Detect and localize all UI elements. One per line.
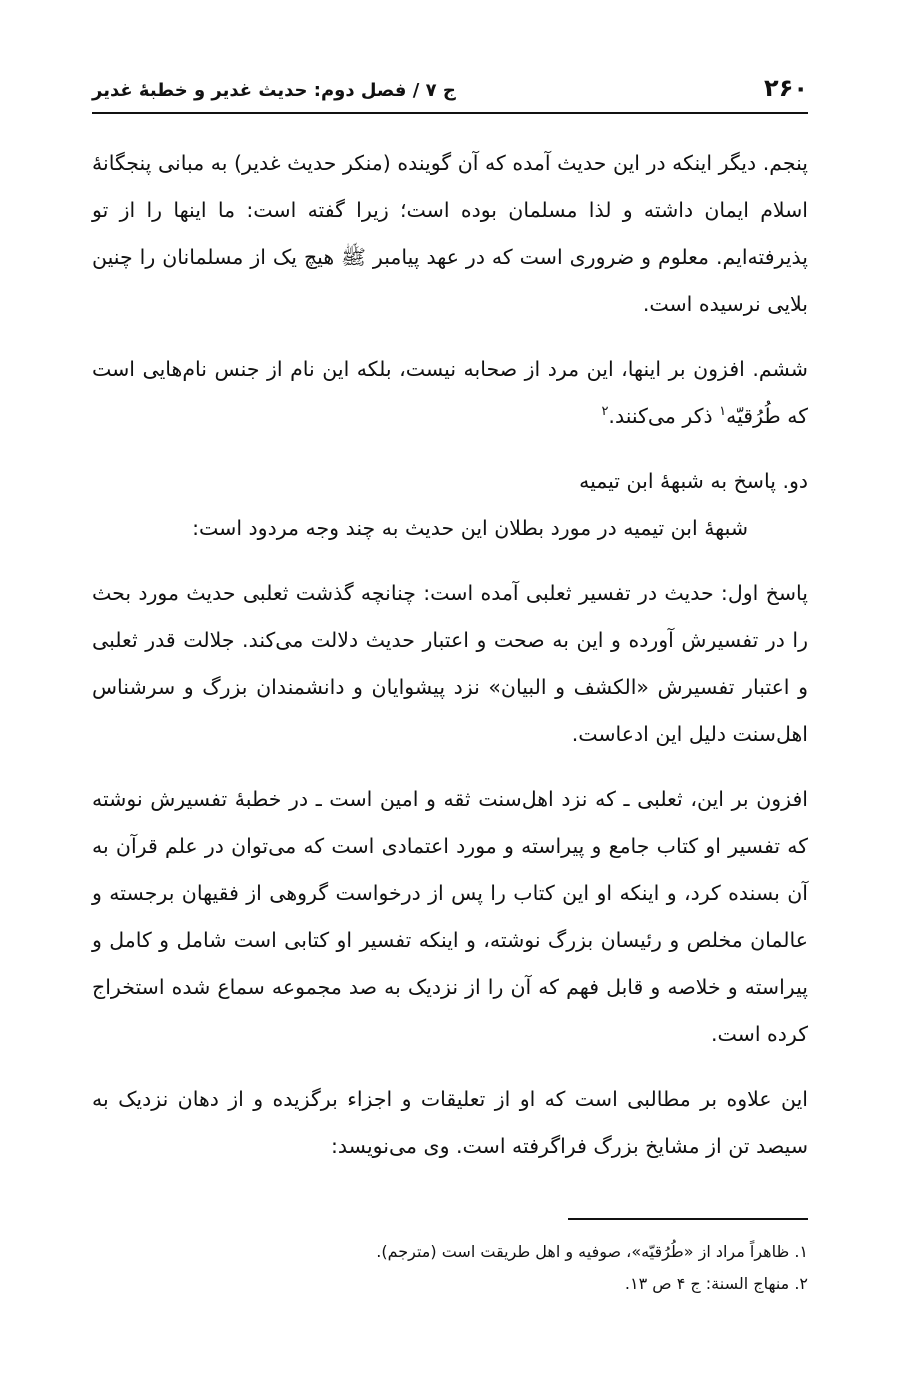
footnote-divider [568, 1218, 808, 1220]
paragraph-first-answer: پاسخ اول: حدیث در تفسیر ثعلبی آمده است: چنانچه گذشت ثعلبی حدیث مورد بحث را در تفسیرش آورده و این به صحت و اعتبار حدیث دلالت می‌کند. جلالت قدر ثعلبی و اعتبار تفسیرش «الکشف و البیان» نزد پیشوایان و دانشمندان بزرگ و سرشناس اهل‌سنت دلیل این ادعاست. [92, 581, 808, 746]
footnotes [92, 1236, 808, 1300]
paragraph-fifth: پنجم. دیگر اینکه در این حدیث آمده که آن گوینده (منکر حدیث غدیر) به مبانی پنجگانهٔ اسلام ایمان داشته و لذا مسلمان بوده است؛ زیرا گفته است: ما اینها را از تو پذیرفته‌ایم. معلوم و ضروری است که در عهد پیامبر ﷺ هیچ یک از مسلمانان را چنین بلایی نرسیده است. [92, 151, 808, 316]
paragraph-mashayikh: این علاوه بر مطالبی است که او از تعلیقات و اجزاء برگزیده و از دهان نزدیک به سیصد تن از مشایخ بزرگ فراگرفته است. وی می‌نویسد: [92, 1087, 808, 1158]
page-number: ۲۶۰ [764, 74, 808, 102]
footnote-ref-2: ۲ [601, 404, 609, 420]
footnote-2: ۲. منهاج السنة: ج ۴ ص ۱۳. [624, 1274, 808, 1293]
paragraph-sixth-text: ششم. افزون بر اینها، این مرد از صحابه نیست، بلکه این نام از جنس نام‌هایی است که طُرُقیّه [92, 357, 808, 428]
footnote-ref-1: ۱ [719, 404, 727, 420]
main-text [92, 140, 808, 1188]
paragraph-sixth-text-end: ذکر می‌کنند. [608, 404, 720, 428]
page-header [92, 72, 808, 114]
paragraph-sixth [92, 346, 808, 440]
section-intro: شبههٔ ابن تیمیه در مورد بطلان این حدیث به چند وجه مردود است: [192, 516, 748, 540]
paragraph-tafsir-description: افزون بر این، ثعلبی ـ که نزد اهل‌سنت ثقه و امین است ـ در خطبهٔ تفسیرش نوشته که تفسیر او کتاب جامع و پیراسته و مورد اعتمادی است که می‌توان در علم قرآن به آن بسنده کرد، و اینکه او این کتاب را پس از درخواست گروهی از فقیهان برجسته و عالمان مخلص و رئیسان بزرگ نوشته، و اینکه تفسیر او کتابی است شامل و کامل و پیراسته و خلاصه و قابل فهم که آن را از نزدیک به صد مجموعه سماع شده استخراج کرده است. [92, 787, 808, 1046]
section-heading: دو. پاسخ به شبههٔ ابن تیمیه [579, 469, 808, 493]
running-title: ج ۷ / فصل دوم: حدیث غدیر و خطبهٔ غدیر [92, 80, 456, 101]
footnote-1: ۱. ظاهراً مراد از «طُرُقیّه»، صوفیه و اهل طریقت است (مترجم). [376, 1242, 808, 1261]
